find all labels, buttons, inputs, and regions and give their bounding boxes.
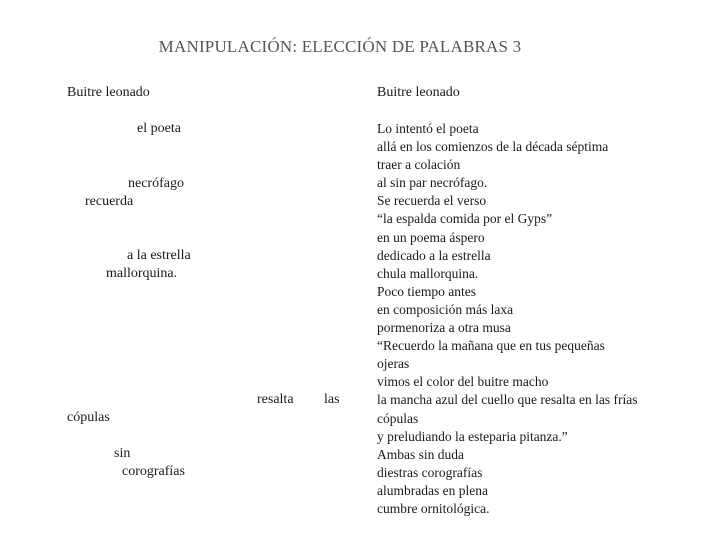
poem-line: Se recuerda el verso: [377, 193, 487, 209]
poem-line: pormenoriza a otra musa: [377, 320, 511, 336]
poem-text: [377, 120, 638, 518]
poem-line: diestras corografías: [377, 464, 483, 480]
poem-line: cumbre ornitológica.: [377, 500, 490, 516]
poem-line: “la espalda comida por el Gyps”: [377, 211, 553, 227]
poem-line: Poco tiempo antes: [377, 283, 476, 299]
poem-line: dedicado a la estrella: [377, 247, 491, 263]
left-heading: Buitre leonado: [67, 85, 150, 100]
left-word-corografias: corografías: [122, 464, 185, 479]
poem-line: traer a colación: [377, 157, 461, 173]
poem-line: allá en los comienzos de la década séptima: [377, 139, 609, 155]
left-word-recuerda: recuerda: [85, 194, 134, 209]
poem-line: y preludiando la esteparia pitanza.”: [377, 428, 568, 444]
poem-line: alumbradas en plena: [377, 482, 488, 498]
left-word-a-la-estrella: a la estrella: [127, 248, 191, 263]
poem-line: “Recuerdo la mañana que en tus pequeñas: [377, 338, 605, 354]
left-word-resalta: resalta: [257, 392, 294, 407]
poem-line: en un poema áspero: [377, 229, 485, 245]
poem-line: al sin par necrófago.: [377, 175, 488, 191]
poem-line: cópulas: [377, 410, 419, 426]
right-heading: Buitre leonado: [377, 85, 460, 100]
slide-title: MANIPULACIÓN: ELECCIÓN DE PALABRAS 3: [158, 37, 522, 56]
left-word-necrofago: necrófago: [128, 176, 184, 191]
left-word-el-poeta: el poeta: [137, 121, 181, 136]
left-word-sin: sin: [114, 446, 131, 461]
poem-line: en composición más laxa: [377, 301, 514, 317]
poem-line: la mancha azul del cuello que resalta en las frías: [377, 392, 638, 408]
poem-line: chula mallorquina.: [377, 265, 479, 281]
left-word-mallorquina: mallorquina.: [106, 266, 178, 281]
poem-line: vimos el color del buitre macho: [377, 374, 549, 390]
poem-line: Lo intentó el poeta: [377, 121, 479, 136]
left-word-las: las: [324, 392, 340, 407]
left-word-copulas: cópulas: [67, 410, 110, 425]
poem-line: ojeras: [377, 356, 410, 372]
poem-line: Ambas sin duda: [377, 446, 464, 462]
